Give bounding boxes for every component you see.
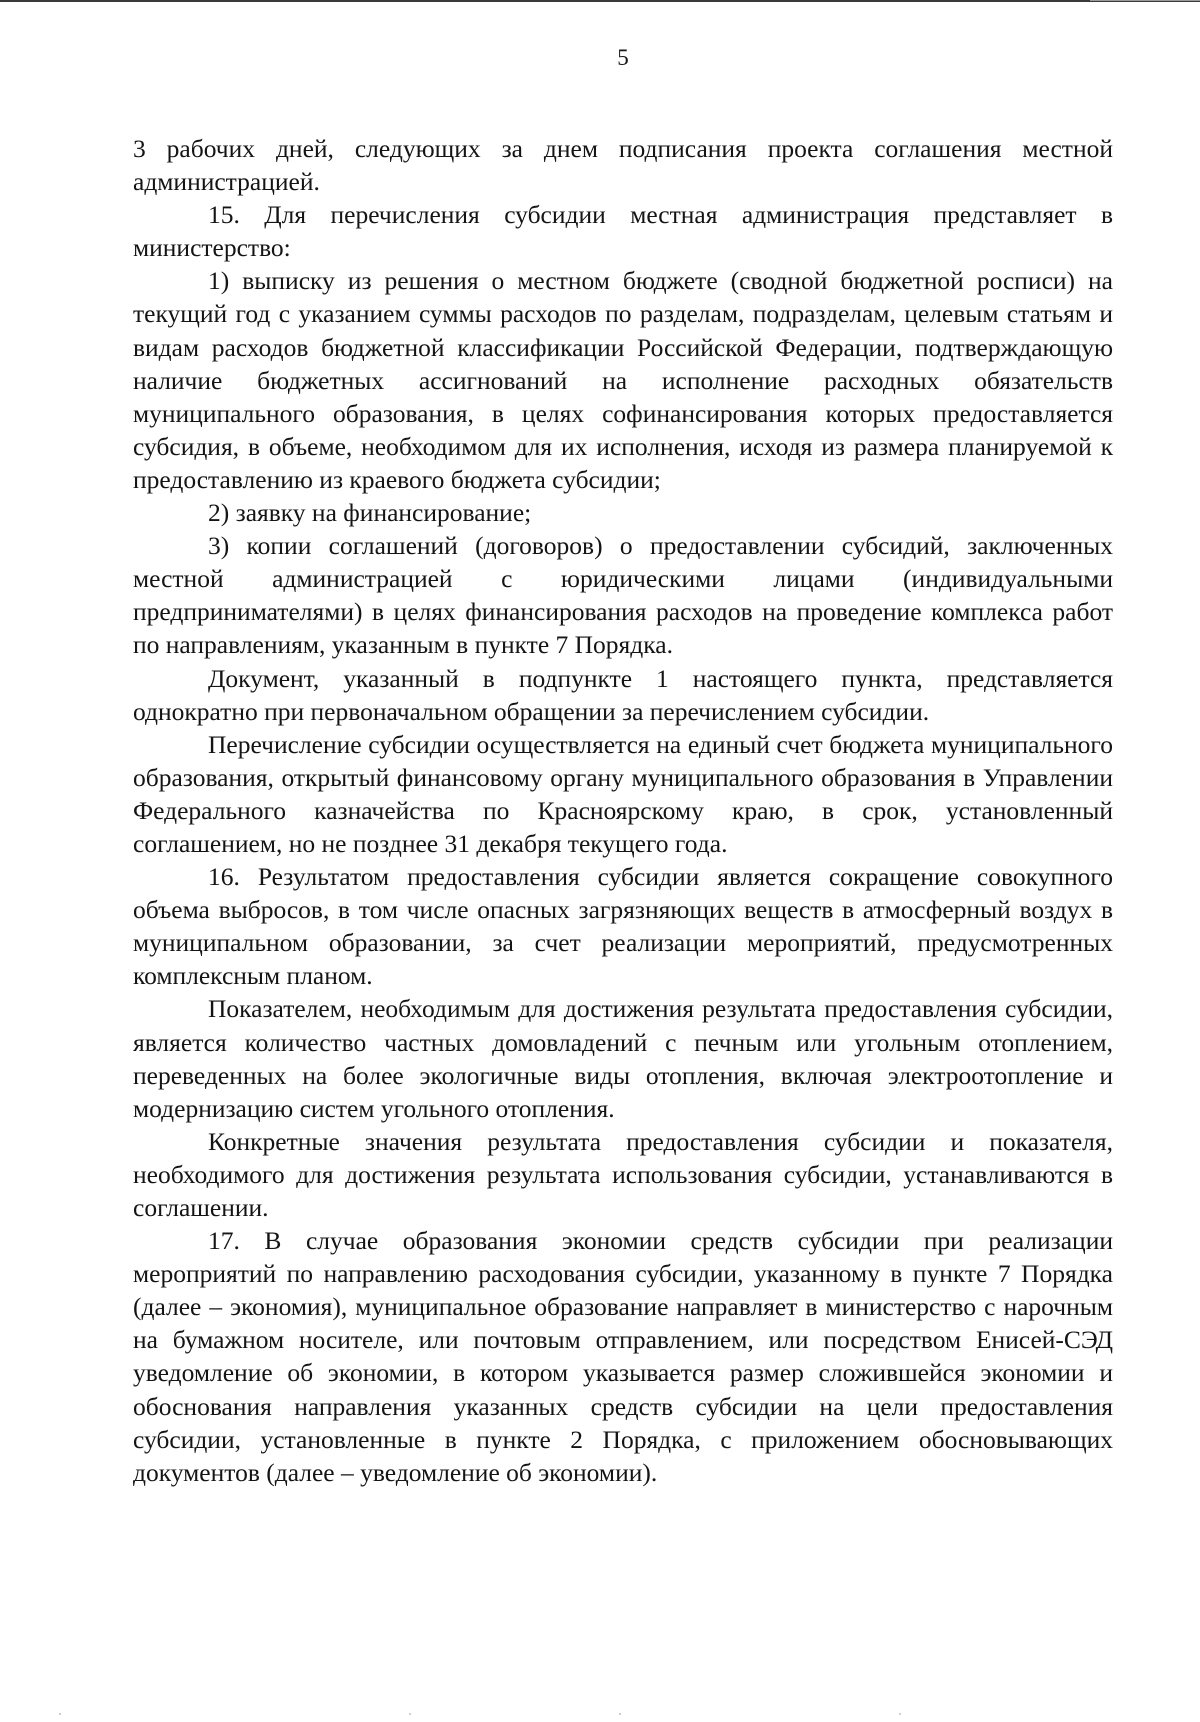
paragraph: 1) выписку из решения о местном бюджете (сводной бюджетной росписи) на текущий год с указанием суммы расходов по разделам, подразделам, целевым статьям и видам расходов бюджетной классификации Российской Федерации, подтверждающую наличие бюджетных ассигнований на исполнение расходных обязательств муниципального образования, в целях софинансирования которых предоставляется субсидия, в объеме, необходимом для их исполнения, исходя из размера планируемой к предоставлению из краевого бюджета субсидии; (133, 266, 1113, 494)
paragraph: Показателем, необходимым для достижения результата предоставления субсидии, является количество частных домовладений с печным или угольным отоплением, переведенных на более экологичные виды отопления, включая электроотопление и модернизацию систем угольного отопления. (133, 994, 1113, 1123)
paragraph: 2) заявку на финансирование; (208, 498, 532, 528)
paragraph: Перечисление субсидии осуществляется на единый счет бюджета муниципального образования, открытый финансовому органу муниципального образования в Управлении Федерального казначейства по Красноярскому краю, в срок, установленный соглашением, но не позднее 31 декабря текущего года. (133, 729, 1113, 858)
paragraph: 16. Результатом предоставления субсидии является сокращение совокупного объема выбросов, в том числе опасных загрязняющих веществ в атмосферный воздух в муниципальном образовании, за счет реализации мероприятий, предусмотренных комплексным планом. (133, 862, 1113, 991)
scan-bottom-specks (0, 1712, 1200, 1716)
scan-top-edge (0, 0, 1200, 2)
document-page (133, 40, 1113, 1489)
scan-top-edge-right (1090, 0, 1200, 1)
paragraph: 17. В случае образования экономии средств субсидии при реализации мероприятий по направлению расходования субсидии, указанному в пункте 7 Порядка (далее – экономия), муниципальное образование направляет в министерство с нарочным на бумажном носителе, или почтовым отправлением, или посредством Енисей-СЭД уведомление об экономии, в котором указывается размер сложившейся экономии и обоснования направления указанных средств субсидии на цели предоставления субсидии, установленные в пункте 2 Порядка, с приложением обосновывающих документов (далее – уведомление об экономии). (133, 1226, 1113, 1487)
document-body (133, 132, 1113, 1489)
paragraph: 3) копии соглашений (договоров) о предоставлении субсидий, заключенных местной администрацией с юридическими лицами (индивидуальными предпринимателями) в целях финансирования расходов на проведение комплекса работ по направлениям, указанным в пункте 7 Порядка. (133, 531, 1113, 660)
page-number: 5 (617, 45, 629, 70)
paragraph: Конкретные значения результата предоставления субсидии и показателя, необходимого для достижения результата использования субсидии, устанавливаются в соглашении. (133, 1126, 1113, 1222)
paragraph: 15. Для перечисления субсидии местная администрация представляет в министерство: (133, 200, 1113, 263)
paragraph: 3 рабочих дней, следующих за днем подписания проекта соглашения местной администрацией. (133, 134, 1113, 197)
paragraph: Документ, указанный в подпункте 1 настоящего пункта, представляется однократно при первоначальном обращении за перечислением субсидии. (133, 663, 1113, 726)
